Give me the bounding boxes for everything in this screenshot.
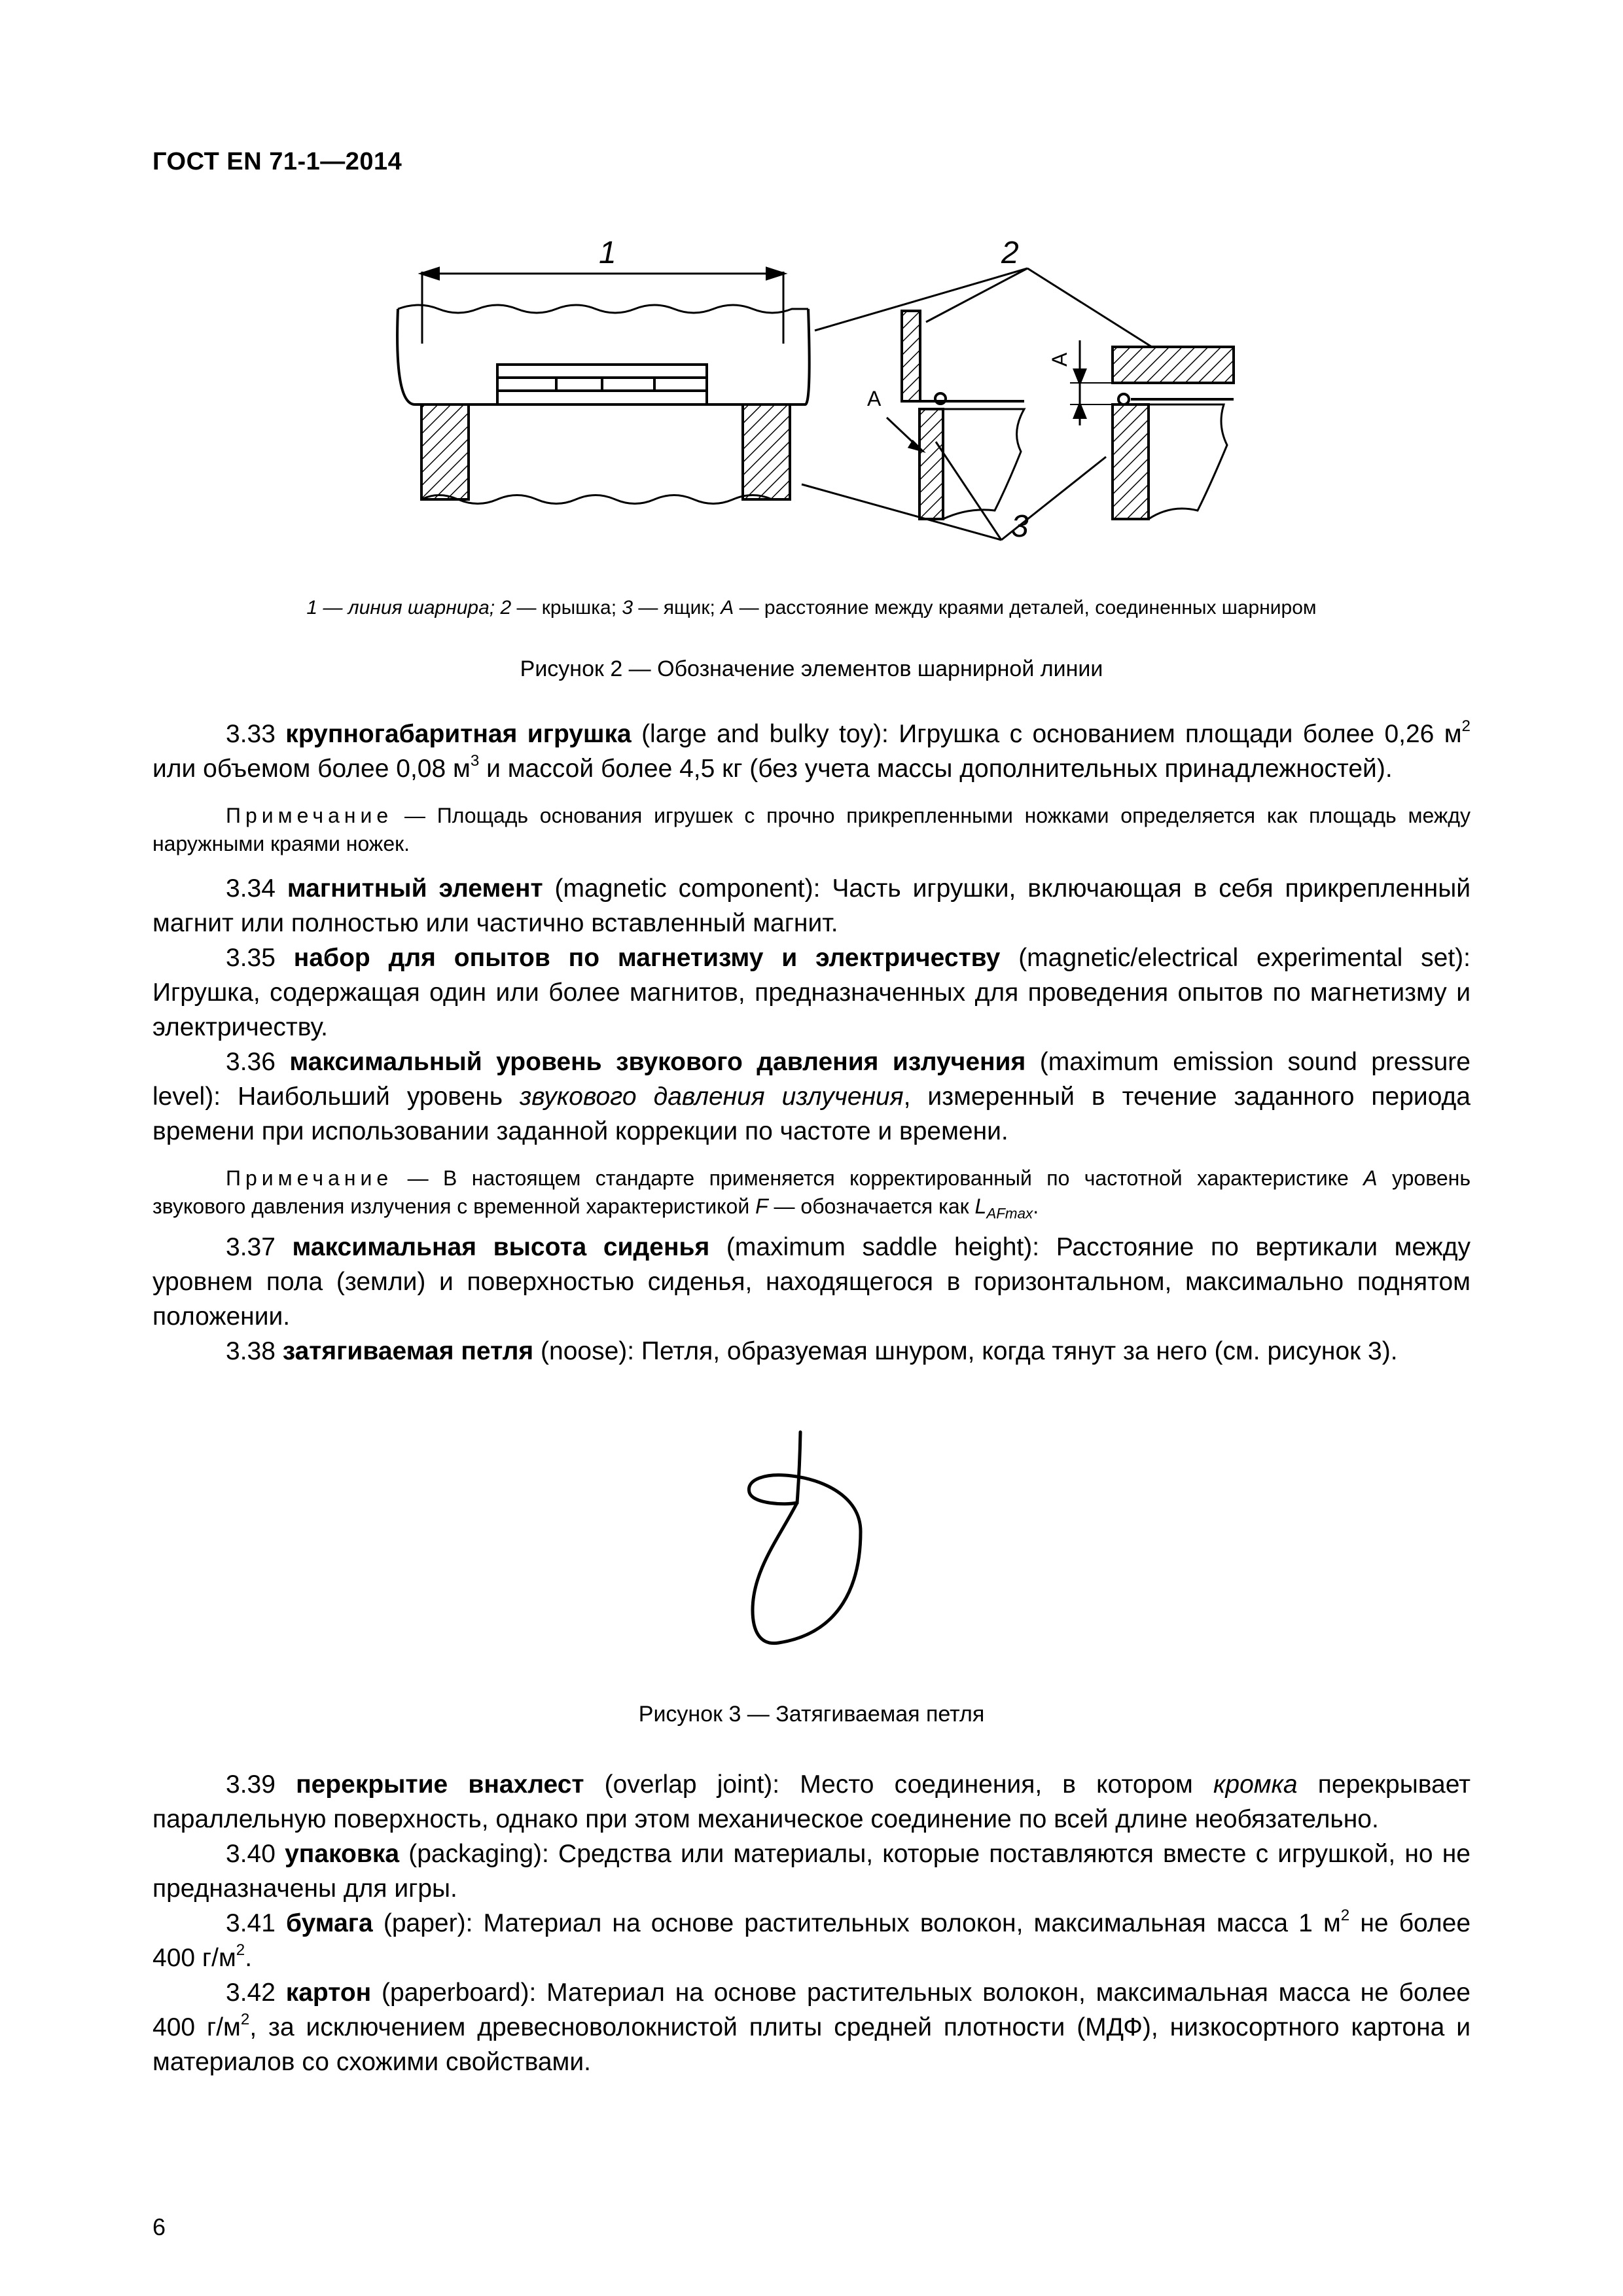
figure-2-legend: 1 — линия шарнира; 2 — крышка; 3 — ящик; A — расстояние между краями деталей, соединенных шарниром xyxy=(306,597,1317,619)
page-number: 6 xyxy=(152,2214,166,2240)
middle-view-hinge xyxy=(887,311,1024,519)
text-block-2 xyxy=(152,1767,1471,2079)
document-header: ГОСТ EN 71-1—2014 xyxy=(152,148,402,175)
paragraph-3-41: 3.41 бумага (paper): Материал на основе растительных волокон, максимальная масса 1 $м^2$ не более 400 $г/м^2$. xyxy=(152,1907,1471,1972)
figure-3-noose-drawing xyxy=(726,1427,897,1669)
figure-2-hinge-diagram xyxy=(366,229,1243,563)
figure-2-label-a-right: A xyxy=(1048,352,1071,367)
figure-2-label-2: 2 xyxy=(1001,236,1019,270)
paragraph-3-36: 3.36 максимальный уровень звукового давления излучения (maximum emission sound pressure level): Наибольший уровень звукового давления излучения, измеренный в течение заданного периода времени при использовании заданной коррекции по частоте и времени. xyxy=(152,1048,1471,1145)
paragraph-3-35: 3.35 набор для опытов по магнетизму и электричеству (magnetic/electrical experimental set): Игрушка, содержащая один или более магнитов, предназначенных для проведения опытов по магнетизму и электричеству. xyxy=(152,944,1471,1041)
right-view-hinge xyxy=(1070,340,1234,519)
paragraph-3-33: 3.33 крупногабаритная игрушка (large and bulky toy): Игрушка с основанием площади более 0,26 $м^2$ или объемом более 0,08 $м^3$ и массой более 4,5 кг (без учета массы дополнительных принадлежностей). xyxy=(152,717,1471,783)
paragraph-3-40: 3.40 упаковка (packaging): Средства или материалы, которые поставляются вместе с игрушкой, но не предназначены для игры. xyxy=(152,1840,1471,1903)
text-block-1 xyxy=(152,717,1471,1369)
paragraph-3-42: 3.42 картон (paperboard): Материал на основе растительных волокон, максимальная масса не более 400 $г/м^2$, за исключением древесноволокнистой плиты средней плотности (МДФ), низкосортного картона и материалов со схожими свойствами. xyxy=(152,1979,1471,2076)
figure-2-caption: Рисунок 2 — Обозначение элементов шарнирной линии xyxy=(520,656,1103,681)
paragraph-3-39: 3.39 перекрытие внахлест (overlap joint): Место соединения, в котором кромка перекрывает параллельную поверхность, однако при этом механическое соединение по всей длине необязательно. xyxy=(152,1770,1471,1833)
paragraph-3-37: 3.37 максимальная высота сиденья (maximum saddle height): Расстояние по вертикали между уровнем пола (земли) и поверхностью сиденья, находящегося в горизонтальном, максимально поднятом положении. xyxy=(152,1233,1471,1331)
paragraph-3-38: 3.38 затягиваемая петля (noose): Петля, образуемая шнуром, когда тянут за него (см. рисунок 3). xyxy=(226,1337,1398,1365)
figure-2-label-1: 1 xyxy=(599,236,616,270)
figure-3-caption: Рисунок 3 — Затягиваемая петля xyxy=(638,1702,985,1727)
figure-2-label-3: 3 xyxy=(1011,509,1029,544)
note-3-36: Примечание — В настоящем стандарте применяется корректированный по частотной характеристике A уровень звукового давления излучения с временной характеристикой F — обозначается как $L_{AFmax}$. xyxy=(152,1166,1471,1222)
paragraph-3-34: 3.34 магнитный элемент (magnetic component): Часть игрушки, включающая в себя прикрепленный магнит или полностью или частично вставленный магнит. xyxy=(152,874,1471,937)
left-view-box-and-lid xyxy=(397,268,810,504)
figure-2-label-a-left: A xyxy=(867,387,882,410)
note-3-33: Примечание — Площадь основания игрушек с прочно прикрепленными ножками определяется как площадь между наружными краями ножек. xyxy=(152,804,1471,855)
